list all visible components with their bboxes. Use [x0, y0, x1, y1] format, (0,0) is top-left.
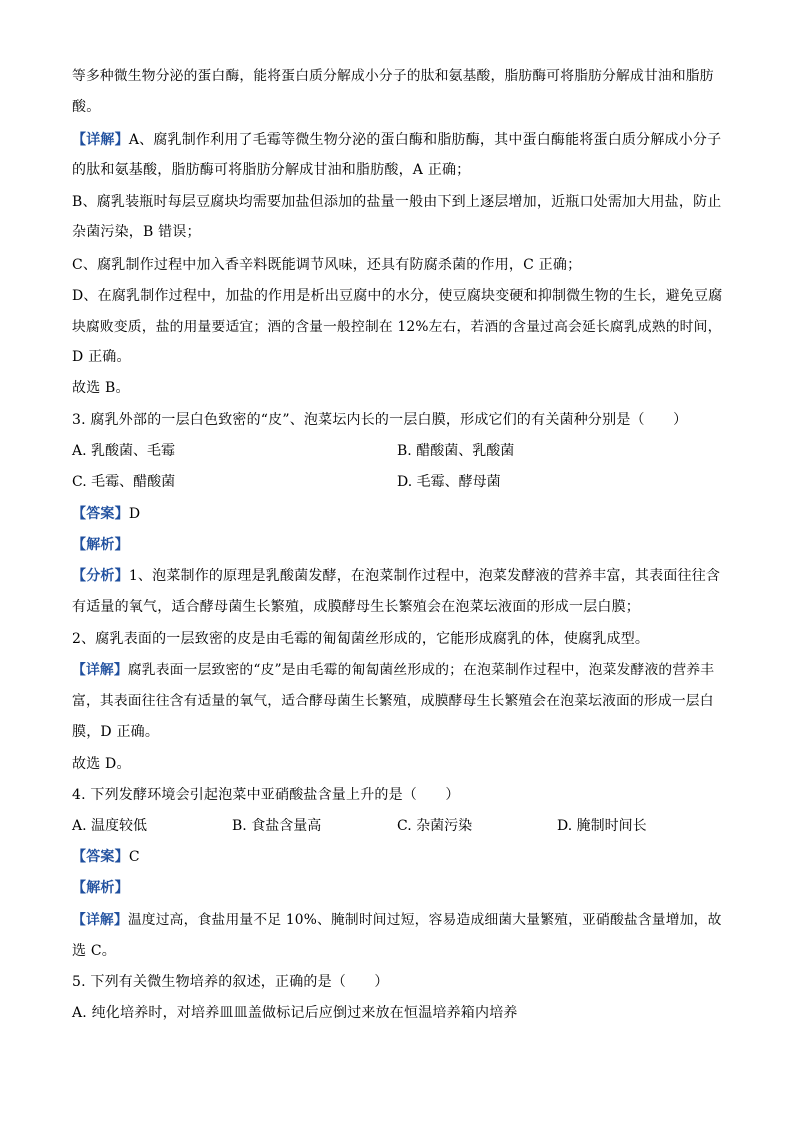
text-line: B、腐乳装瓶时每层豆腐块均需要加盐但添加的盐量一般由下到上逐层增加，近瓶口处需加大用盐，防止 — [72, 194, 722, 210]
text-line: 等多种微生物分泌的蛋白酶，能将蛋白质分解成小分子的肽和氨基酸，脂肪酶可将脂肪分解成甘油和脂肪 — [72, 68, 714, 84]
text-line: 酸。 — [72, 99, 101, 115]
option-b: B. 食盐含量高 — [232, 818, 322, 834]
answer-value: D — [128, 506, 141, 522]
text-line: 富，其表面往往含有适量的氧气，适合酵母菌生长繁殖，成膜酵母生长繁殖会在泡菜坛液面的形成一层白 — [72, 693, 714, 709]
text-line: 膜，D 正确。 — [72, 724, 160, 740]
detail-tag: 【详解】 — [72, 912, 128, 928]
option-c: C. 毛霉、醋酸菌 — [72, 474, 176, 490]
detail-tag: 【详解】 — [72, 132, 129, 148]
question-4: 4. 下列发酵环境会引起泡菜中亚硝酸盐含量上升的是（ ） — [72, 787, 460, 803]
answer-tag: 【答案】 — [72, 849, 129, 865]
option-d: D. 毛霉、酵母菌 — [397, 474, 501, 490]
analysis-heading: 【解析】 — [72, 880, 129, 896]
option-a: A. 乳酸菌、毛霉 — [72, 443, 176, 459]
text-line: 选 C。 — [72, 943, 116, 959]
text-line: 杂菌污染，B 错误； — [72, 224, 201, 240]
text-span: 腐乳表面一层致密的“皮”是由毛霉的匍匐菌丝形成的；在泡菜制作过程中，泡菜发酵液的营养丰 — [127, 662, 715, 678]
text-span: 1、泡菜制作的原理是乳酸菌发酵，在泡菜制作过程中，泡菜发酵液的营养丰富，其表面往往含 — [128, 568, 721, 584]
text-line: C、腐乳制作过程中加入香辛料既能调节风味，还具有防腐杀菌的作用，C 正确； — [72, 257, 582, 273]
text-line: D 正确。 — [72, 349, 131, 365]
text-line — [72, 660, 714, 680]
text-line — [72, 566, 720, 586]
text-line — [72, 910, 722, 930]
answer-value: C — [128, 849, 140, 865]
text-line: D、在腐乳制作过程中，加盐的作用是析出豆腐中的水分，使豆腐块变硬和抑制微生物的生长，避免豆腐 — [72, 288, 723, 304]
question-3: 3. 腐乳外部的一层白色致密的“皮”、泡菜坛内长的一层白膜，形成它们的有关菌种分别是（ ） — [72, 412, 688, 428]
option-a: A. 纯化培养时，对培养皿皿盖做标记后应倒过来放在恒温培养箱内培养 — [72, 1005, 518, 1021]
text-line: 有适量的氧气，适合酵母菌生长繁殖，成膜酵母生长繁殖会在泡菜坛液面的形成一层白膜； — [72, 599, 640, 615]
option-d: D. 腌制时间长 — [557, 818, 647, 834]
text-span: 温度过高，食盐用量不足 10%、腌制时间过短，容易造成细菌大量繁殖，亚硝酸盐含量增加，故 — [127, 912, 722, 928]
text-line: 的肽和氨基酸，脂肪酶可将脂肪分解成甘油和脂肪酸，A 正确； — [72, 162, 471, 178]
answer-line — [72, 504, 140, 524]
text-line: 故选 B。 — [72, 380, 130, 396]
option-b: B. 醋酸菌、乳酸菌 — [397, 443, 515, 459]
question-5: 5. 下列有关微生物培养的叙述，正确的是（ ） — [72, 974, 389, 990]
text-line: 块腐败变质，盐的用量要适宜；酒的含量一般控制在 12%左右，若酒的含量过高会延长腐乳成熟的时间， — [72, 319, 722, 335]
text-line: 故选 D。 — [72, 756, 131, 772]
option-c: C. 杂菌污染 — [397, 818, 473, 834]
text-line — [72, 130, 721, 150]
text-span: A、腐乳制作利用了毛霉等微生物分泌的蛋白酶和脂肪酶，其中蛋白酶能将蛋白质分解成小分子 — [128, 132, 722, 148]
text-line: 2、腐乳表面的一层致密的皮是由毛霉的匍匐菌丝形成的，它能形成腐乳的体，使腐乳成型。 — [72, 631, 650, 647]
option-a: A. 温度较低 — [72, 818, 148, 834]
answer-line — [72, 847, 140, 867]
analysis-tag: 【分析】 — [72, 568, 129, 584]
answer-tag: 【答案】 — [72, 506, 129, 522]
analysis-heading: 【解析】 — [72, 537, 129, 553]
detail-tag: 【详解】 — [72, 662, 128, 678]
